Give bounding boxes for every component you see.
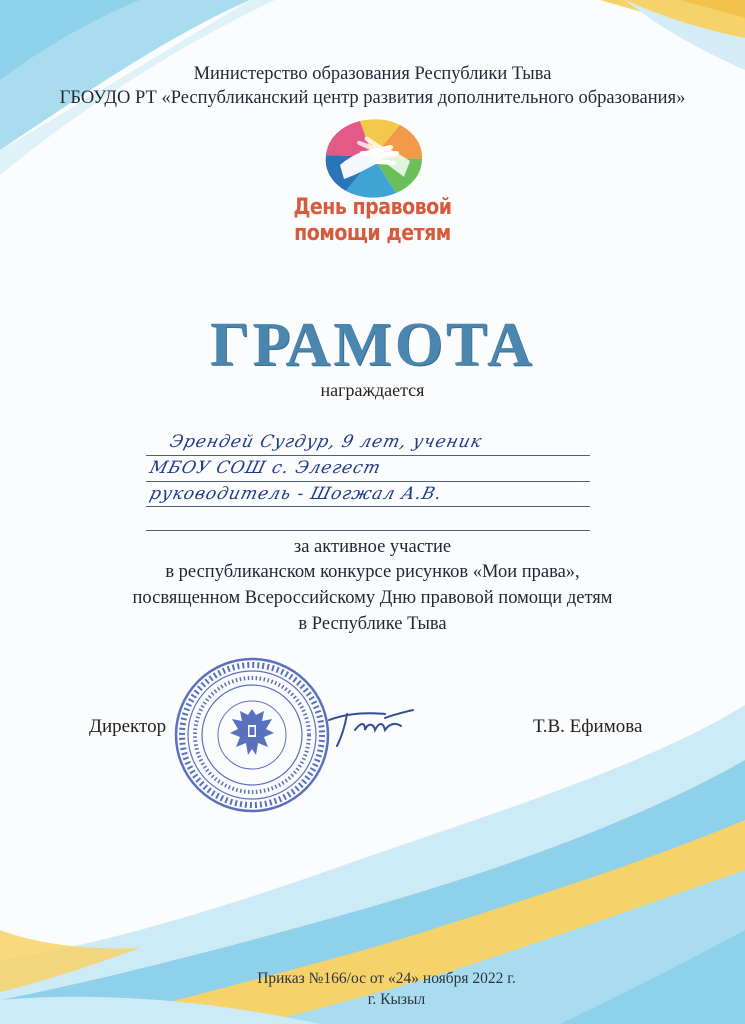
fill-line-4 <box>146 530 590 531</box>
fill-line-3 <box>146 506 590 507</box>
official-stamp-icon <box>172 655 332 815</box>
fill-line-1 <box>146 455 590 456</box>
recipient-line-1: Эрендей Сугдур, 9 лет, ученик <box>167 432 485 452</box>
reason-line-4: в Республике Тыва <box>298 614 447 634</box>
logo-title-line1: День правовой <box>293 194 452 220</box>
reason-line-2: в республиканском конкурсе рисунков «Мои права», <box>165 562 580 582</box>
certificate-title: ГРАМОТА <box>210 311 535 379</box>
logo-title-line2: помощи детям <box>294 220 451 246</box>
city-name: г. Кызыл <box>367 991 426 1008</box>
organization-name: ГБОУДО РТ «Республиканский центр развития дополнительного образования» <box>59 88 686 108</box>
recipient-line-2: МБОУ СОШ с. Элегест <box>147 458 384 478</box>
director-name: Т.В. Ефимова <box>533 716 643 737</box>
order-reference: Приказ №166/ос от «24» ноября 2022 г. <box>257 970 516 987</box>
signature-icon <box>325 700 415 750</box>
reason-line-3: посвященном Всероссийскому Дню правовой помощи детям <box>132 588 613 608</box>
recipient-line-3: руководитель - Шогжал А.В. <box>147 484 445 504</box>
director-label: Директор <box>89 716 167 737</box>
reason-line-1: за активное участие <box>293 537 452 557</box>
ministry-name: Министерство образования Республики Тыва <box>193 64 552 84</box>
fill-line-2 <box>146 481 590 482</box>
awarded-label: награждается <box>320 380 425 400</box>
